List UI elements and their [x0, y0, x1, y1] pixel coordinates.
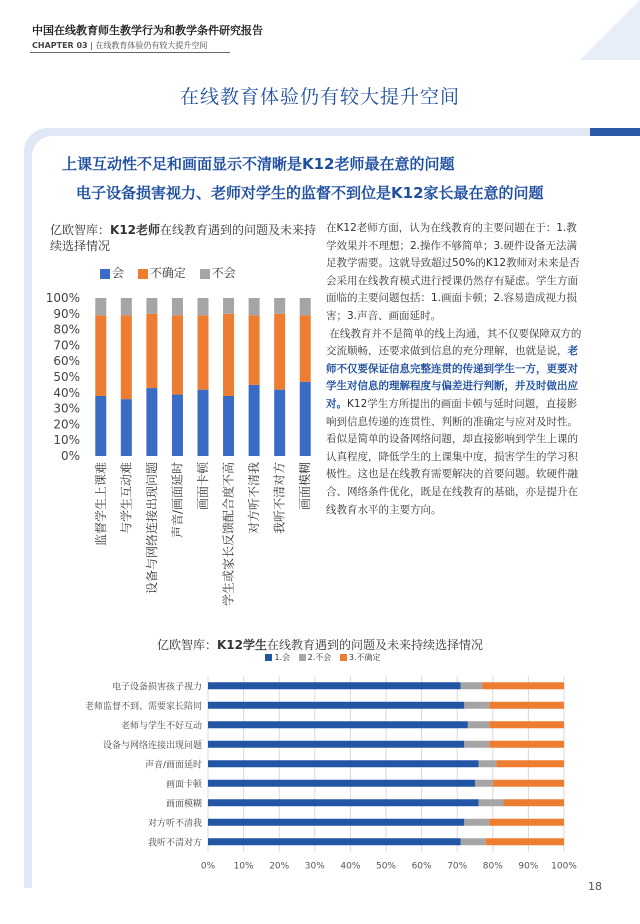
paragraph-2-start: 在线教育并不是简单的线上沟通，其不仅要保障双方的交流顺畅，还要求做到信息的充分理解，也就是说， [326, 327, 582, 358]
bar-segment [249, 315, 260, 385]
chart2-title-prefix: 亿欧智库： [156, 638, 217, 652]
bar-segment [274, 390, 285, 456]
legend-swatch-gray [299, 654, 306, 661]
x-category-label: 监督学生上课难 [93, 462, 108, 547]
bar-segment [223, 396, 234, 456]
y-tick-label: 0% [60, 449, 80, 463]
chart1-title-rest: 在线教育遇到的问题及未来持续选择情况 [50, 223, 317, 253]
bar-segment [95, 396, 106, 456]
paragraph-1: 在K12老师方面，认为在线教育的主要问题在于：1.教学效果并不理想；2.操作不够简单；3.硬件设备无法满足教学需要。这就导致超过50%的K12教师对未来是否会采用在线教育模式进行授课仍然存有疑虑。学生方面面临的主要问题包括：1.画面卡顿；2.容易造成视力损害；3.声音、画面延时。 [326, 222, 580, 322]
bar-segment [208, 682, 461, 689]
legend-swatch-orange [138, 269, 148, 279]
bar-segment [223, 298, 234, 314]
y-category-label: 画面卡顿 [165, 779, 202, 790]
bar-segment [300, 298, 311, 315]
y-tick-label: 50% [53, 370, 80, 384]
bar-segment [493, 780, 564, 787]
legend-label: 不会 [211, 266, 236, 280]
y-tick-label: 30% [53, 401, 80, 416]
bar-segment [274, 298, 285, 314]
bar-segment [489, 702, 564, 709]
page-number: 18 [588, 880, 602, 893]
legend-swatch-gray [200, 269, 210, 279]
paragraph-2-highlight: 老师不仅要保证信息完整连贯的传递到学生一方，更要对学生对信息的理解程度与偏差进行判断，并及时做出应对。 [326, 345, 578, 410]
x-tick-label: 20% [269, 861, 290, 872]
y-tick-label: 80% [53, 322, 80, 337]
x-tick-label: 70% [447, 861, 468, 872]
y-category-label: 对方听不清我 [147, 818, 202, 829]
legend-label: 3.不确定 [348, 653, 381, 662]
bar-segment [208, 838, 461, 845]
bar-segment [479, 799, 504, 806]
bar-segment [479, 760, 497, 767]
chart2-title-bold: K12学生 [217, 638, 267, 652]
bar-segment [300, 382, 311, 456]
subtitle-parents: 电子设备损害视力、老师对学生的监督不到位是K12家长最在意的问题 [76, 184, 544, 202]
bar-segment [172, 315, 183, 394]
bar-segment [300, 315, 311, 381]
bar-segment [121, 315, 132, 399]
bar-segment [464, 819, 489, 826]
bar-segment [461, 838, 486, 845]
y-category-label: 我听不清对方 [147, 838, 202, 849]
bar-segment [146, 388, 157, 456]
bar-segment [121, 399, 132, 456]
bar-segment [464, 741, 489, 748]
y-tick-label: 90% [53, 306, 80, 321]
y-tick-label: 20% [53, 417, 80, 432]
bar-segment [461, 682, 482, 689]
y-tick-label: 100% [45, 291, 80, 305]
legend-label: 会 [112, 266, 125, 280]
bar-segment [95, 298, 106, 315]
paragraph-2-end: K12学生方所提出的画面卡顿与延时问题，直接影响到信息传递的连贯性、判断的准确定与应对及时性。看似是简单的设备网络问题，却直接影响到学生上课的认真程度，降低学生的上课集中度，损害学生的学习积极性。这也是在线教育需要解决的首要问题。软硬件融合、网络条件优化，既是在线教育的基础，亦是提升在线教育水平的主要方向。 [326, 397, 578, 516]
y-category-label: 老师与学生不好互动 [120, 721, 202, 732]
legend-label: 1.会 [274, 653, 291, 662]
chart2-svg [40, 668, 600, 874]
bar-segment [503, 799, 564, 806]
x-tick-label: 10% [233, 861, 254, 872]
x-category-label: 对方听不清我 [247, 462, 262, 535]
legend-swatch-orange [340, 654, 347, 661]
chart2-title-rest: 在线教育遇到的问题及未来持续选择情况 [267, 638, 484, 652]
y-category-label: 声音/画面延时 [144, 760, 202, 771]
bar-segment [208, 760, 479, 767]
bar-segment [489, 741, 564, 748]
x-tick-label: 80% [482, 861, 503, 872]
bar-segment [489, 721, 564, 728]
bar-segment [223, 314, 234, 396]
chart2-title [0, 636, 640, 653]
x-category-label: 画面模糊 [298, 462, 313, 511]
legend-swatch-blue [100, 269, 110, 279]
chart1-title [50, 222, 320, 254]
x-category-label: 与学生互动难 [119, 462, 134, 535]
subtitle-teachers: 上课互动性不足和画面显示不清晰是K12老师最在意的问题 [62, 155, 455, 173]
body-text [326, 220, 584, 519]
chart1-svg [40, 284, 330, 624]
bar-segment [482, 682, 564, 689]
chapter-title: 在线教育体验仍有较大提升空间 [95, 41, 208, 50]
paragraph-2 [326, 326, 584, 520]
y-category-label: 画面模糊 [165, 799, 202, 810]
chart1-title-prefix: 亿欧智库： [50, 223, 111, 237]
page-title: 在线教育体验仍有较大提升空间 [179, 86, 460, 108]
y-tick-label: 70% [53, 338, 80, 353]
bar-segment [208, 799, 479, 806]
bar-segment [208, 741, 464, 748]
bar-segment [464, 702, 489, 709]
x-tick-label: 60% [411, 861, 432, 872]
y-category-label: 电子设备损害孩子视力 [111, 682, 202, 693]
y-tick-label: 40% [53, 385, 80, 400]
x-tick-label: 40% [340, 861, 361, 872]
y-category-label: 老师监督不到、需要家长陪同 [84, 701, 202, 712]
chapter-number: CHAPTER 03 [32, 41, 88, 50]
y-category-label: 设备与网络连接出现问题 [102, 740, 202, 751]
bar-segment [172, 298, 183, 315]
x-category-label: 画面卡顿 [196, 462, 210, 511]
x-tick-label: 30% [304, 861, 325, 872]
y-tick-label: 10% [53, 433, 80, 448]
bar-segment [274, 314, 285, 390]
bar-segment [95, 315, 106, 396]
bar-segment [208, 780, 475, 787]
x-category-label: 我听不清对方 [272, 462, 287, 535]
x-category-label: 声音/画面延时 [170, 462, 185, 539]
x-tick-label: 0% [200, 861, 216, 872]
bar-segment [198, 390, 209, 456]
bar-segment [208, 819, 464, 826]
header-rule [30, 52, 230, 53]
legend-swatch-navy [265, 654, 272, 661]
legend-label: 2.不会 [307, 653, 332, 662]
x-category-label: 设备与网络连接出现问题 [144, 462, 159, 595]
x-tick-label: 50% [375, 861, 397, 872]
bar-segment [198, 315, 209, 389]
chapter-line: CHAPTER 03 | 在线教育体验仍有较大提升空间 [32, 41, 208, 50]
legend-label: 不确定 [149, 266, 186, 280]
bar-segment [475, 780, 493, 787]
chart1-legend [90, 264, 236, 281]
bar-segment [198, 298, 209, 315]
y-tick-label: 60% [53, 354, 80, 369]
x-tick-label: 100% [551, 861, 577, 872]
bar-segment [496, 760, 564, 767]
bar-segment [249, 298, 260, 315]
x-category-label: 学生或家长反馈配合度不高 [221, 462, 236, 607]
chart2-legend [0, 652, 640, 663]
bar-segment [468, 721, 489, 728]
bar-segment [172, 394, 183, 456]
bar-segment [489, 819, 564, 826]
bar-segment [208, 702, 464, 709]
corner-decoration [580, 0, 640, 60]
bar-segment [146, 314, 157, 388]
bar-segment [208, 721, 468, 728]
bar-segment [486, 838, 564, 845]
chart1-title-bold: K12老师 [110, 223, 161, 237]
bar-segment [121, 298, 132, 315]
bar-segment [146, 298, 157, 314]
x-tick-label: 90% [518, 861, 539, 872]
report-title: 中国在线教育师生教学行为和教学条件研究报告 [32, 24, 263, 37]
bar-segment [249, 385, 260, 456]
